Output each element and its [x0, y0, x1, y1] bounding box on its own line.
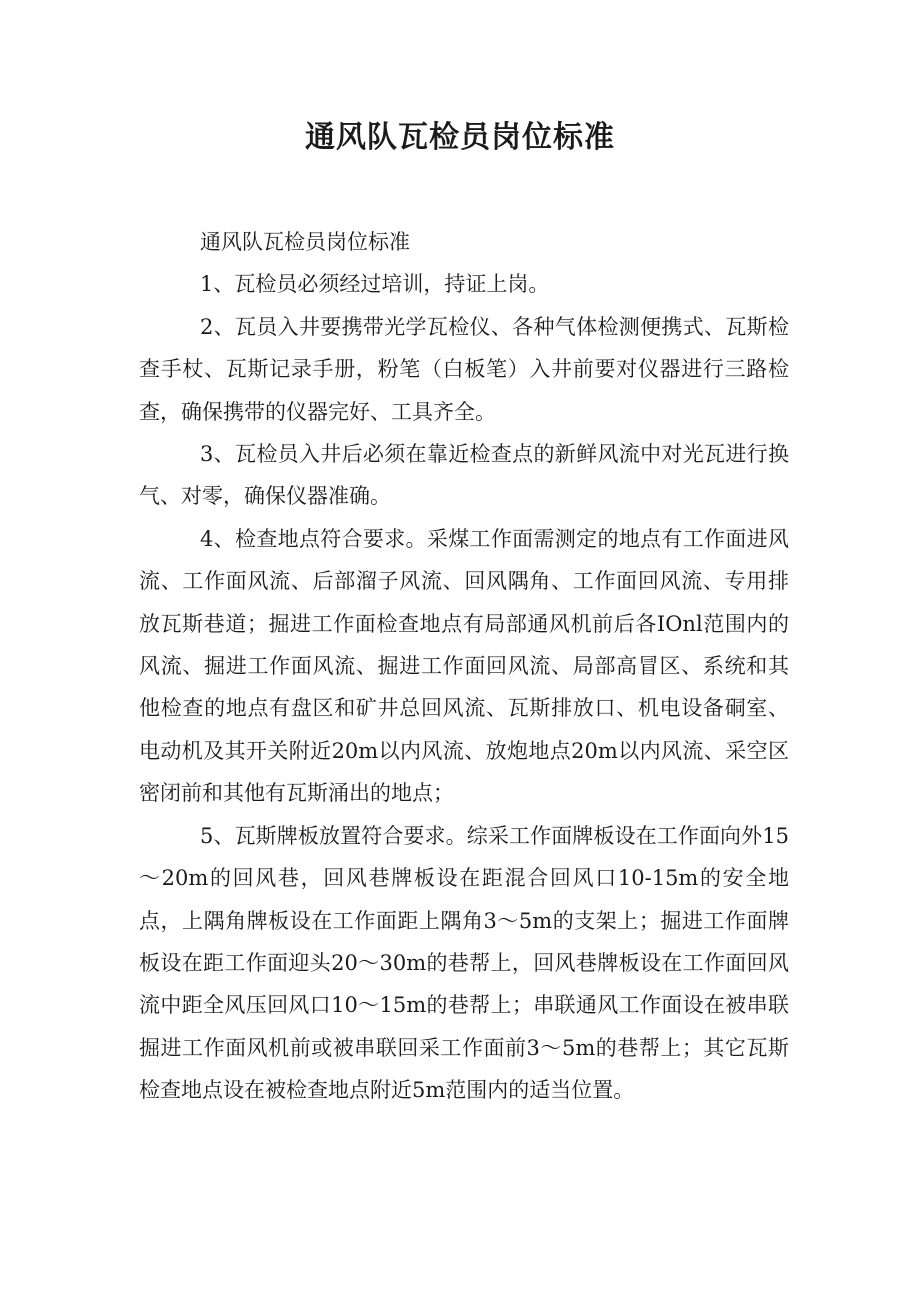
paragraph-item-4: 4、检查地点符合要求。采煤工作面需测定的地点有工作面进风流、工作面风流、后部溜子风流、回风隅角、工作面回风流、专用排放瓦斯巷道；掘进工作面检查地点有局部通风机前后各IOnl范围内的风流、掘进工作面风流、掘进工作面回风流、局部高冒区、系统和其他检查的地点有盘区和矿井总回风流、瓦斯排放口、机电设备硐室、电动机及其开关附近20m以内风流、放炮地点20m以内风流、采空区密闭前和其他有瓦斯涌出的地点； [139, 526, 789, 806]
document-title: 通风队瓦检员岗位标准 [305, 120, 615, 155]
document-body [139, 221, 789, 1112]
paragraph-item-3: 3、瓦检员入井后必须在靠近检查点的新鲜风流中对光瓦进行换气、对零，确保仪器准确。 [139, 442, 789, 509]
paragraph-item-2: 2、瓦员入井要携带光学瓦检仪、各种气体检测便携式、瓦斯检查手杖、瓦斯记录手册，粉笔（白板笔）入井前要对仪器进行三路检查，确保携带的仪器完好、工具齐全。 [139, 314, 789, 424]
paragraph-item-1: 1、瓦检员必须经过培训，持证上岗。 [200, 272, 550, 297]
paragraph-heading: 通风队瓦检员岗位标准 [200, 230, 410, 254]
paragraph-item-5: 5、瓦斯牌板放置符合要求。综采工作面牌板设在工作面向外15～20m的回风巷，回风巷牌板设在距混合回风口10-15m的安全地点，上隅角牌板设在工作面距上隅角3～5m的支架上；掘进工作面牌板设在距工作面迎头20～30m的巷帮上，回风巷牌板设在工作面回风流中距全风压回风口10～15m的巷帮上；串联通风工作面设在被串联掘进工作面风机前或被串联回采工作面前3～5m的巷帮上；其它瓦斯检查地点设在被检查地点附近5m范围内的适当位置。 [139, 823, 789, 1103]
